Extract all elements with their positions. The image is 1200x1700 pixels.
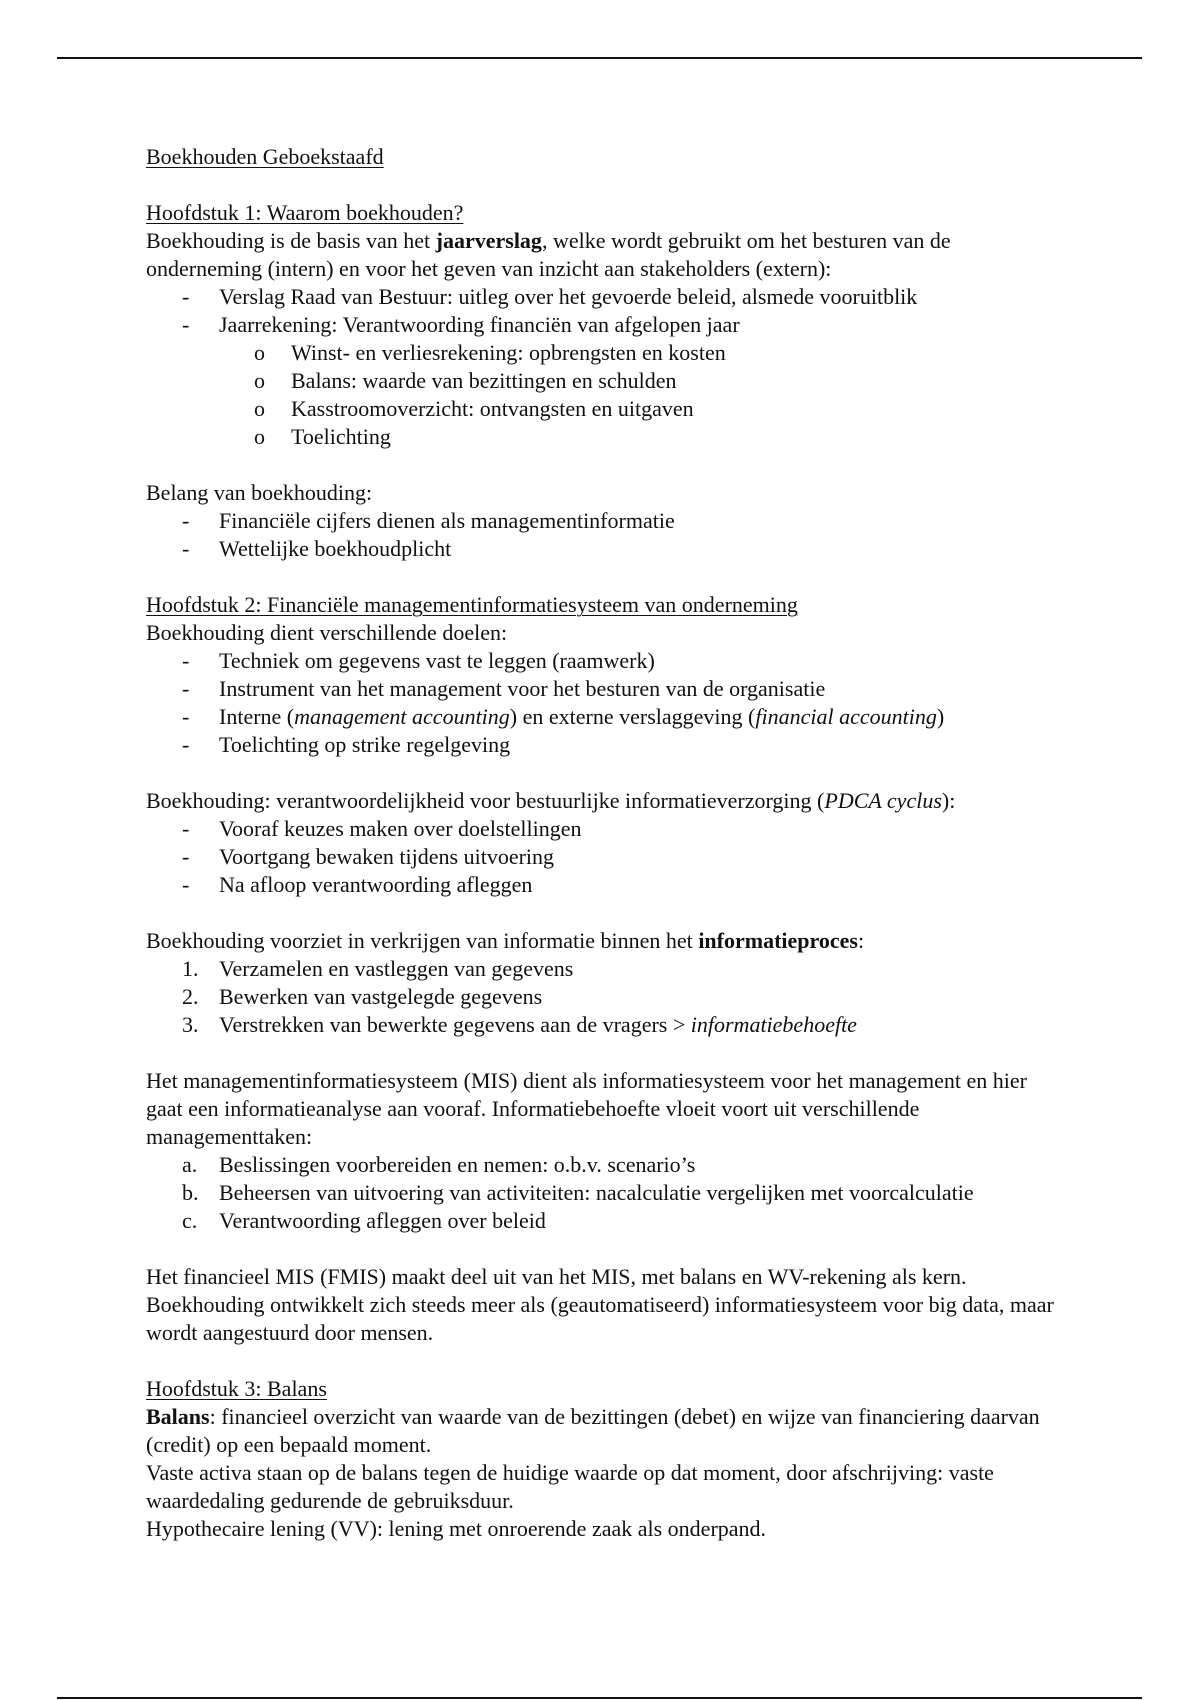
dash-marker: -	[182, 872, 190, 897]
list-item-text: Na afloop verantwoording afleggen	[219, 872, 533, 897]
dash-marker: -	[182, 676, 190, 701]
list-item	[146, 955, 1066, 983]
balans-definition	[146, 1403, 1066, 1459]
pdca-text-end: ):	[941, 788, 956, 813]
list-item-text: Techniek om gegevens vast te leggen (raamwerk)	[219, 648, 655, 673]
italic-term: informatiebehoefte	[690, 1012, 857, 1037]
list-item-text: Verslag Raad van Bestuur: uitleg over het gevoerde beleid, alsmede vooruitblik	[219, 284, 918, 309]
dash-marker: -	[182, 844, 190, 869]
belang-label: Belang van boekhouding:	[146, 480, 373, 505]
number-marker: 3.	[182, 1012, 199, 1037]
list-item-text: Verstrekken van bewerkte gegevens aan de vragers >	[219, 1012, 691, 1037]
sublist-item	[146, 423, 1066, 451]
intro-text-rest: , welke wordt gebruikt om het besturen van de onderneming (intern) en voor het geven van inzicht aan stakeholders (extern):	[146, 228, 951, 281]
spacer	[146, 451, 1066, 479]
spacer	[146, 171, 1066, 199]
intro-text: Boekhouding is de basis van het	[146, 228, 436, 253]
sublist-item	[146, 395, 1066, 423]
intro-bold-term: jaarverslag	[435, 228, 542, 253]
list-item	[146, 283, 1066, 311]
sublist-item-text: Winst- en verliesrekening: opbrengsten en kosten	[291, 340, 726, 365]
chapter-1-intro	[146, 227, 1066, 283]
list-item	[146, 703, 1066, 731]
list-item-text: Toelichting op strike regelgeving	[219, 732, 511, 757]
chapter-2-heading: Hoofdstuk 2: Financiële managementinformatiesysteem van onderneming	[146, 592, 798, 617]
spacer	[146, 1235, 1066, 1263]
proces-text: Boekhouding voorziet in verkrijgen van informatie binnen het	[146, 928, 699, 953]
list-item-text: ) en externe verslaggeving (	[509, 704, 756, 729]
pdca-text: Boekhouding: verantwoordelijkheid voor bestuurlijke informatieverzorging (	[146, 788, 825, 813]
sublist-item	[146, 367, 1066, 395]
doelen-list	[146, 647, 1066, 759]
list-item	[146, 311, 1066, 339]
bold-term: informatieproces	[698, 928, 858, 953]
sublist-item	[146, 339, 1066, 367]
sublist-item-text: Balans: waarde van bezittingen en schulden	[291, 368, 677, 393]
top-rule	[57, 57, 1142, 59]
letter-marker: c.	[182, 1208, 198, 1233]
list-item-text: )	[936, 704, 945, 729]
list-item-text: Voortgang bewaken tijdens uitvoering	[219, 844, 555, 869]
letter-marker: a.	[182, 1152, 198, 1177]
list-item-text: Vooraf keuzes maken over doelstellingen	[219, 816, 582, 841]
list-item-text: Interne (	[219, 704, 295, 729]
list-item	[146, 871, 1066, 899]
list-item	[146, 815, 1066, 843]
spacer	[146, 563, 1066, 591]
proces-text-end: :	[857, 928, 865, 953]
spacer	[146, 1347, 1066, 1375]
list-item	[146, 843, 1066, 871]
circle-bullet-icon: o	[254, 396, 265, 421]
letter-marker: b.	[182, 1180, 199, 1205]
list-item	[146, 731, 1066, 759]
dash-marker: -	[182, 816, 190, 841]
balans-definition-text: : financieel overzicht van waarde van de bezittingen (debet) en wijze van financiering daarvan (credit) op een bepaald moment.	[146, 1404, 1040, 1457]
list-item	[146, 507, 1066, 535]
list-item-text: Wettelijke boekhoudplicht	[219, 536, 452, 561]
list-item	[146, 675, 1066, 703]
number-marker: 1.	[182, 956, 199, 981]
dash-marker: -	[182, 508, 190, 533]
sublist-item-text: Toelichting	[291, 424, 391, 449]
dash-marker: -	[182, 704, 190, 729]
jaarverslag-list	[146, 283, 1066, 339]
number-marker: 2.	[182, 984, 199, 1009]
dash-marker: -	[182, 284, 190, 309]
list-item	[146, 535, 1066, 563]
fmis-paragraph: Het financieel MIS (FMIS) maakt deel uit van het MIS, met balans en WV-rekening als kern. Boekhouding ontwikkelt zich steeds meer als (geautomatiseerd) informatiesysteem voor big data, maar wordt aangestuurd door mensen.	[146, 1264, 1054, 1345]
dash-marker: -	[182, 536, 190, 561]
list-item-text: Verzamelen en vastleggen van gegevens	[219, 956, 574, 981]
list-item	[146, 647, 1066, 675]
italic-term: financial accounting	[755, 704, 937, 729]
list-item-text: Bewerken van vastgelegde gegevens	[219, 984, 543, 1009]
list-item	[146, 1207, 1066, 1235]
pdca-paragraph	[146, 787, 1066, 815]
vaste-activa-paragraph: Vaste activa staan op de balans tegen de huidige waarde op dat moment, door afschrijving: vaste waardedaling gedurende de gebruiksduur.	[146, 1460, 994, 1513]
list-item	[146, 1151, 1066, 1179]
italic-term: PDCA cyclus	[824, 788, 942, 813]
chapter-1-heading: Hoofdstuk 1: Waarom boekhouden?	[146, 200, 464, 225]
dash-marker: -	[182, 312, 190, 337]
jaarrekening-sublist	[146, 339, 1066, 451]
belang-list	[146, 507, 1066, 563]
list-item-text: Instrument van het management voor het besturen van de organisatie	[219, 676, 826, 701]
bold-term: Balans	[146, 1404, 210, 1429]
document-body	[146, 143, 1066, 1543]
list-item-text: Jaarrekening: Verantwoording financiën van afgelopen jaar	[219, 312, 740, 337]
circle-bullet-icon: o	[254, 368, 265, 393]
doelen-label: Boekhouding dient verschillende doelen:	[146, 620, 508, 645]
managementtaken-list	[146, 1151, 1066, 1235]
spacer	[146, 759, 1066, 787]
list-item	[146, 983, 1066, 1011]
document-title: Boekhouden Geboekstaafd	[146, 144, 384, 169]
list-item-text: Beheersen van uitvoering van activiteiten: nacalculatie vergelijken met voorcalculatie	[219, 1180, 974, 1205]
sublist-item-text: Kasstroomoverzicht: ontvangsten en uitgaven	[291, 396, 694, 421]
bottom-rule	[57, 1697, 1142, 1699]
spacer	[146, 1039, 1066, 1067]
informatieproces-list	[146, 955, 1066, 1039]
spacer	[146, 899, 1066, 927]
list-item	[146, 1011, 1066, 1039]
italic-term: management accounting	[294, 704, 510, 729]
pdca-list	[146, 815, 1066, 899]
mis-paragraph: Het managementinformatiesysteem (MIS) dient als informatiesysteem voor het management en hier gaat een informatieanalyse aan vooraf. Informatiebehoefte vloeit voort uit verschillende managementtaken:	[146, 1068, 1027, 1149]
circle-bullet-icon: o	[254, 340, 265, 365]
hypotheek-paragraph: Hypothecaire lening (VV): lening met onroerende zaak als onderpand.	[146, 1516, 767, 1541]
list-item-text: Beslissingen voorbereiden en nemen: o.b.v. scenario’s	[219, 1152, 696, 1177]
circle-bullet-icon: o	[254, 424, 265, 449]
dash-marker: -	[182, 732, 190, 757]
list-item	[146, 1179, 1066, 1207]
list-item-text: Verantwoording afleggen over beleid	[219, 1208, 546, 1233]
informatieproces-paragraph	[146, 927, 1066, 955]
dash-marker: -	[182, 648, 190, 673]
chapter-3-heading: Hoofdstuk 3: Balans	[146, 1376, 327, 1401]
list-item-text: Financiële cijfers dienen als managementinformatie	[219, 508, 675, 533]
